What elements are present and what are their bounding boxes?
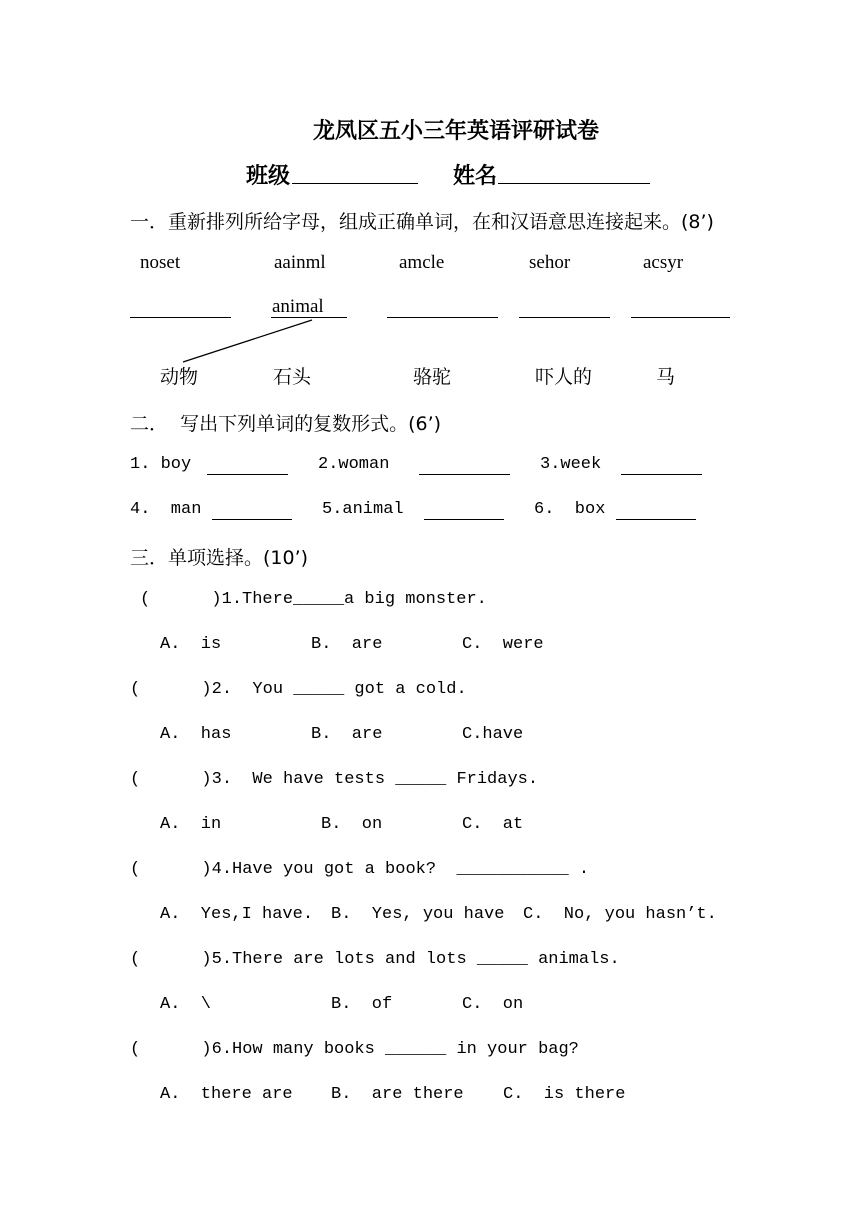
example-answer: animal <box>272 296 324 317</box>
section1-heading: 一．重新排列所给字母，组成正确单词，在和汉语意思连接起来。(8’) <box>130 211 714 233</box>
option-a[interactable]: A. in <box>160 815 222 834</box>
plural-item: 4. man <box>130 500 202 519</box>
plural-blank-6[interactable] <box>616 519 696 520</box>
meaning: 动物 <box>160 366 199 388</box>
option-a[interactable]: A. Yes,I have. <box>160 905 314 924</box>
plural-blank-1[interactable] <box>207 474 288 475</box>
option-c[interactable]: C. is there <box>503 1085 626 1104</box>
plural-item: 2.woman <box>318 455 390 474</box>
meaning: 骆驼 <box>413 366 452 388</box>
option-a[interactable]: A. there are <box>160 1085 293 1104</box>
question-stem: ( )3. We have tests _____ Fridays. <box>130 770 539 789</box>
option-c[interactable]: C.have <box>462 725 524 744</box>
exam-title: 龙凤区五小三年英语评研试卷 <box>313 119 600 144</box>
plural-blank-3[interactable] <box>621 474 702 475</box>
question-stem: ( )4.Have you got a book? ___________ . <box>130 860 590 879</box>
section3-heading: 三．单项选择。(10’) <box>130 547 309 569</box>
option-b[interactable]: B. are there <box>331 1085 464 1104</box>
option-b[interactable]: B. of <box>331 995 393 1014</box>
plural-blank-2[interactable] <box>419 474 510 475</box>
option-b[interactable]: B. are <box>311 635 383 654</box>
option-a[interactable]: A. has <box>160 725 232 744</box>
meaning: 石头 <box>273 366 312 388</box>
scrambled-word: aainml <box>274 252 326 273</box>
option-c[interactable]: C. were <box>462 635 544 654</box>
plural-item: 1. boy <box>130 455 192 474</box>
plural-item: 3.week <box>540 455 602 474</box>
question-stem: ( )2. You _____ got a cold. <box>130 680 467 699</box>
option-c[interactable]: C. No, you hasn’t. <box>523 905 717 924</box>
scrambled-word: sehor <box>529 252 571 273</box>
scrambled-word: acsyr <box>643 252 684 273</box>
option-c[interactable]: C. on <box>462 995 524 1014</box>
option-b[interactable]: B. are <box>311 725 383 744</box>
question-stem: ( )1.There_____a big monster. <box>140 590 487 609</box>
section2-heading: 二． 写出下列单词的复数形式。(6’) <box>130 413 442 435</box>
option-a[interactable]: A. \ <box>160 995 212 1014</box>
option-c[interactable]: C. at <box>462 815 524 834</box>
plural-blank-5[interactable] <box>424 519 504 520</box>
option-b[interactable]: B. Yes, you have <box>331 905 505 924</box>
plural-blank-4[interactable] <box>212 519 292 520</box>
question-stem: ( )6.How many books ______ in your bag? <box>130 1040 579 1059</box>
meaning: 马 <box>656 366 676 388</box>
question-stem: ( )5.There are lots and lots _____ animals. <box>130 950 620 969</box>
meaning: 吓人的 <box>535 366 593 388</box>
plural-item: 6. box <box>534 500 606 519</box>
scrambled-word: amcle <box>399 252 445 273</box>
option-b[interactable]: B. on <box>321 815 383 834</box>
plural-item: 5.animal <box>322 500 404 519</box>
name-label: 姓名 <box>453 164 498 189</box>
class-label: 班级 <box>246 164 291 189</box>
scrambled-word: noset <box>140 252 181 273</box>
option-a[interactable]: A. is <box>160 635 222 654</box>
